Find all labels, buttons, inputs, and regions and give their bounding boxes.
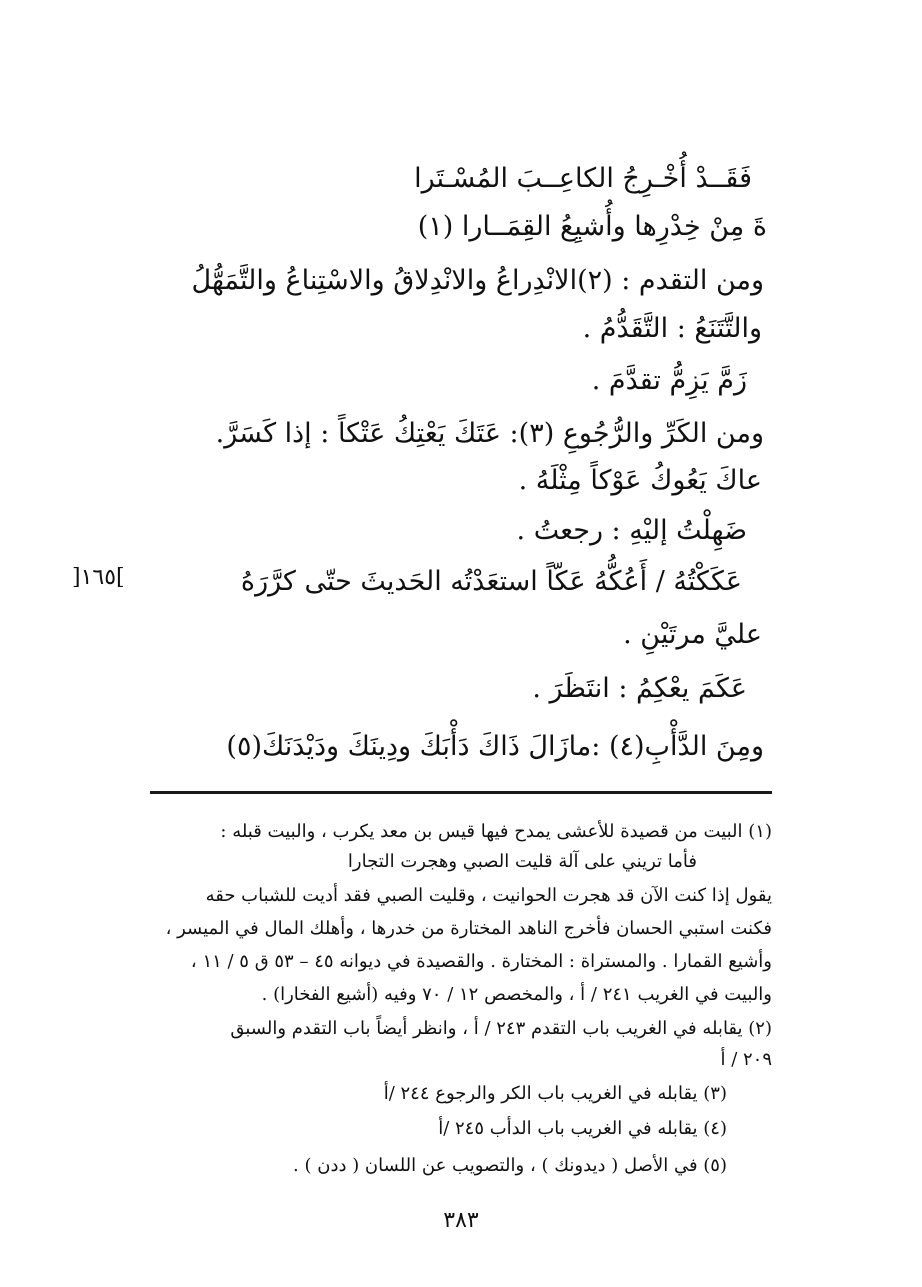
footnote-5: (٥) في الأصل ( ديدونك ) ، والتصويب عن اللسان ( ددن ) .: [293, 1155, 727, 1176]
text-line-10: عليَّ مرتَيْنِ .: [623, 619, 762, 650]
footnote-1-line-1: (١) البيت من قصيدة للأعشى يمدح فيها قيس بن معد يكرب ، والبيت قبله :: [220, 821, 772, 842]
text-line-4: والتَّتَنَعُ : التَّقَدُّمُ .: [582, 313, 762, 344]
text-line-3: ومن التقدم : (٢)الانْدِراعُ والانْدِلاقُ والاسْتِناعُ والتَّمَهُّلُ: [191, 265, 764, 296]
footnote-2-line-1: (٢) يقابله في الغريب باب التقدم ٢٤٣ / أ ، وانظر أيضاً باب التقدم والسبق: [230, 1018, 772, 1039]
text-line-5: زَمَّ يَزِمُّ تقدَّمَ .: [591, 365, 747, 396]
text-line-11: عَكَمَ يعْكِمُ : انتَظَرَ .: [532, 673, 747, 704]
text-line-9: عَكَكْتُهُ / أَعُكُّهُ عَكّاً استعَدْتُه الحَديثَ حتّى كرَّرَهُ: [240, 566, 742, 597]
footnote-2-line-2: ٢٠٩ / أ: [720, 1049, 772, 1070]
footnote-1-line-5: وأشيع القمارا . والمستراة : المختارة . والقصيدة في ديوانه ٤٥ – ٥٣ ق ٥ / ١١ ،: [190, 951, 772, 972]
footnote-separator: [150, 791, 772, 794]
text-line-12: ومِنَ الدَّأْبِ(٤) :مازَالَ ذَاكَ دَأْبَكَ ودِينَكَ ودَيْدَنَكَ(٥): [226, 731, 764, 762]
footnote-1-line-3: يقول إذا كنت الآن قد هجرت الحوانيت ، وقليت الصبي فقد أديت للشباب حقه: [205, 885, 772, 906]
text-line-6: ومن الكَرِّ والرُّجُوعِ (٣): عَتَكَ يَعْتِكُ عَتْكاً : إذا كَسَرَّ.: [215, 418, 764, 449]
page-number: ٣٨٣: [443, 1208, 479, 1233]
footnote-1-line-4: فكنت استبي الحسان فأخرج الناهد المختارة من خدرها ، وأهلك المال في الميسر ،: [165, 918, 772, 939]
footnote-3: (٣) يقابله في الغريب باب الكر والرجوع ٢٤٤ /أ: [383, 1083, 727, 1104]
verse-line-2: ةَ مِنْ خِدْرِها وأُشيِعُ القِمَــارا (١): [417, 211, 767, 242]
verse-line-1: فَقَــدْ أُخْـرِجُ الكاعِــبَ المُسْـتَرا: [414, 163, 752, 194]
manuscript-folio-ref: ]١٦٥[: [72, 565, 125, 590]
footnote-1-verse: فأما تريني على آلة قليت الصبي وهجرت التجارا: [347, 851, 697, 872]
footnote-1-line-6: والبيت في الغريب ٢٤١ / أ ، والمخصص ١٢ / ٧٠ وفيه (أشيع الفخارا) .: [261, 984, 772, 1005]
text-line-8: ضَهِلْتُ إليْهِ : رجعتُ .: [516, 515, 747, 546]
text-line-7: عاكَ يَعُوكُ عَوْكاً مِثْلَهُ .: [518, 465, 762, 496]
footnote-4: (٤) يقابله في الغريب باب الدأب ٢٤٥ /أ: [438, 1118, 727, 1139]
